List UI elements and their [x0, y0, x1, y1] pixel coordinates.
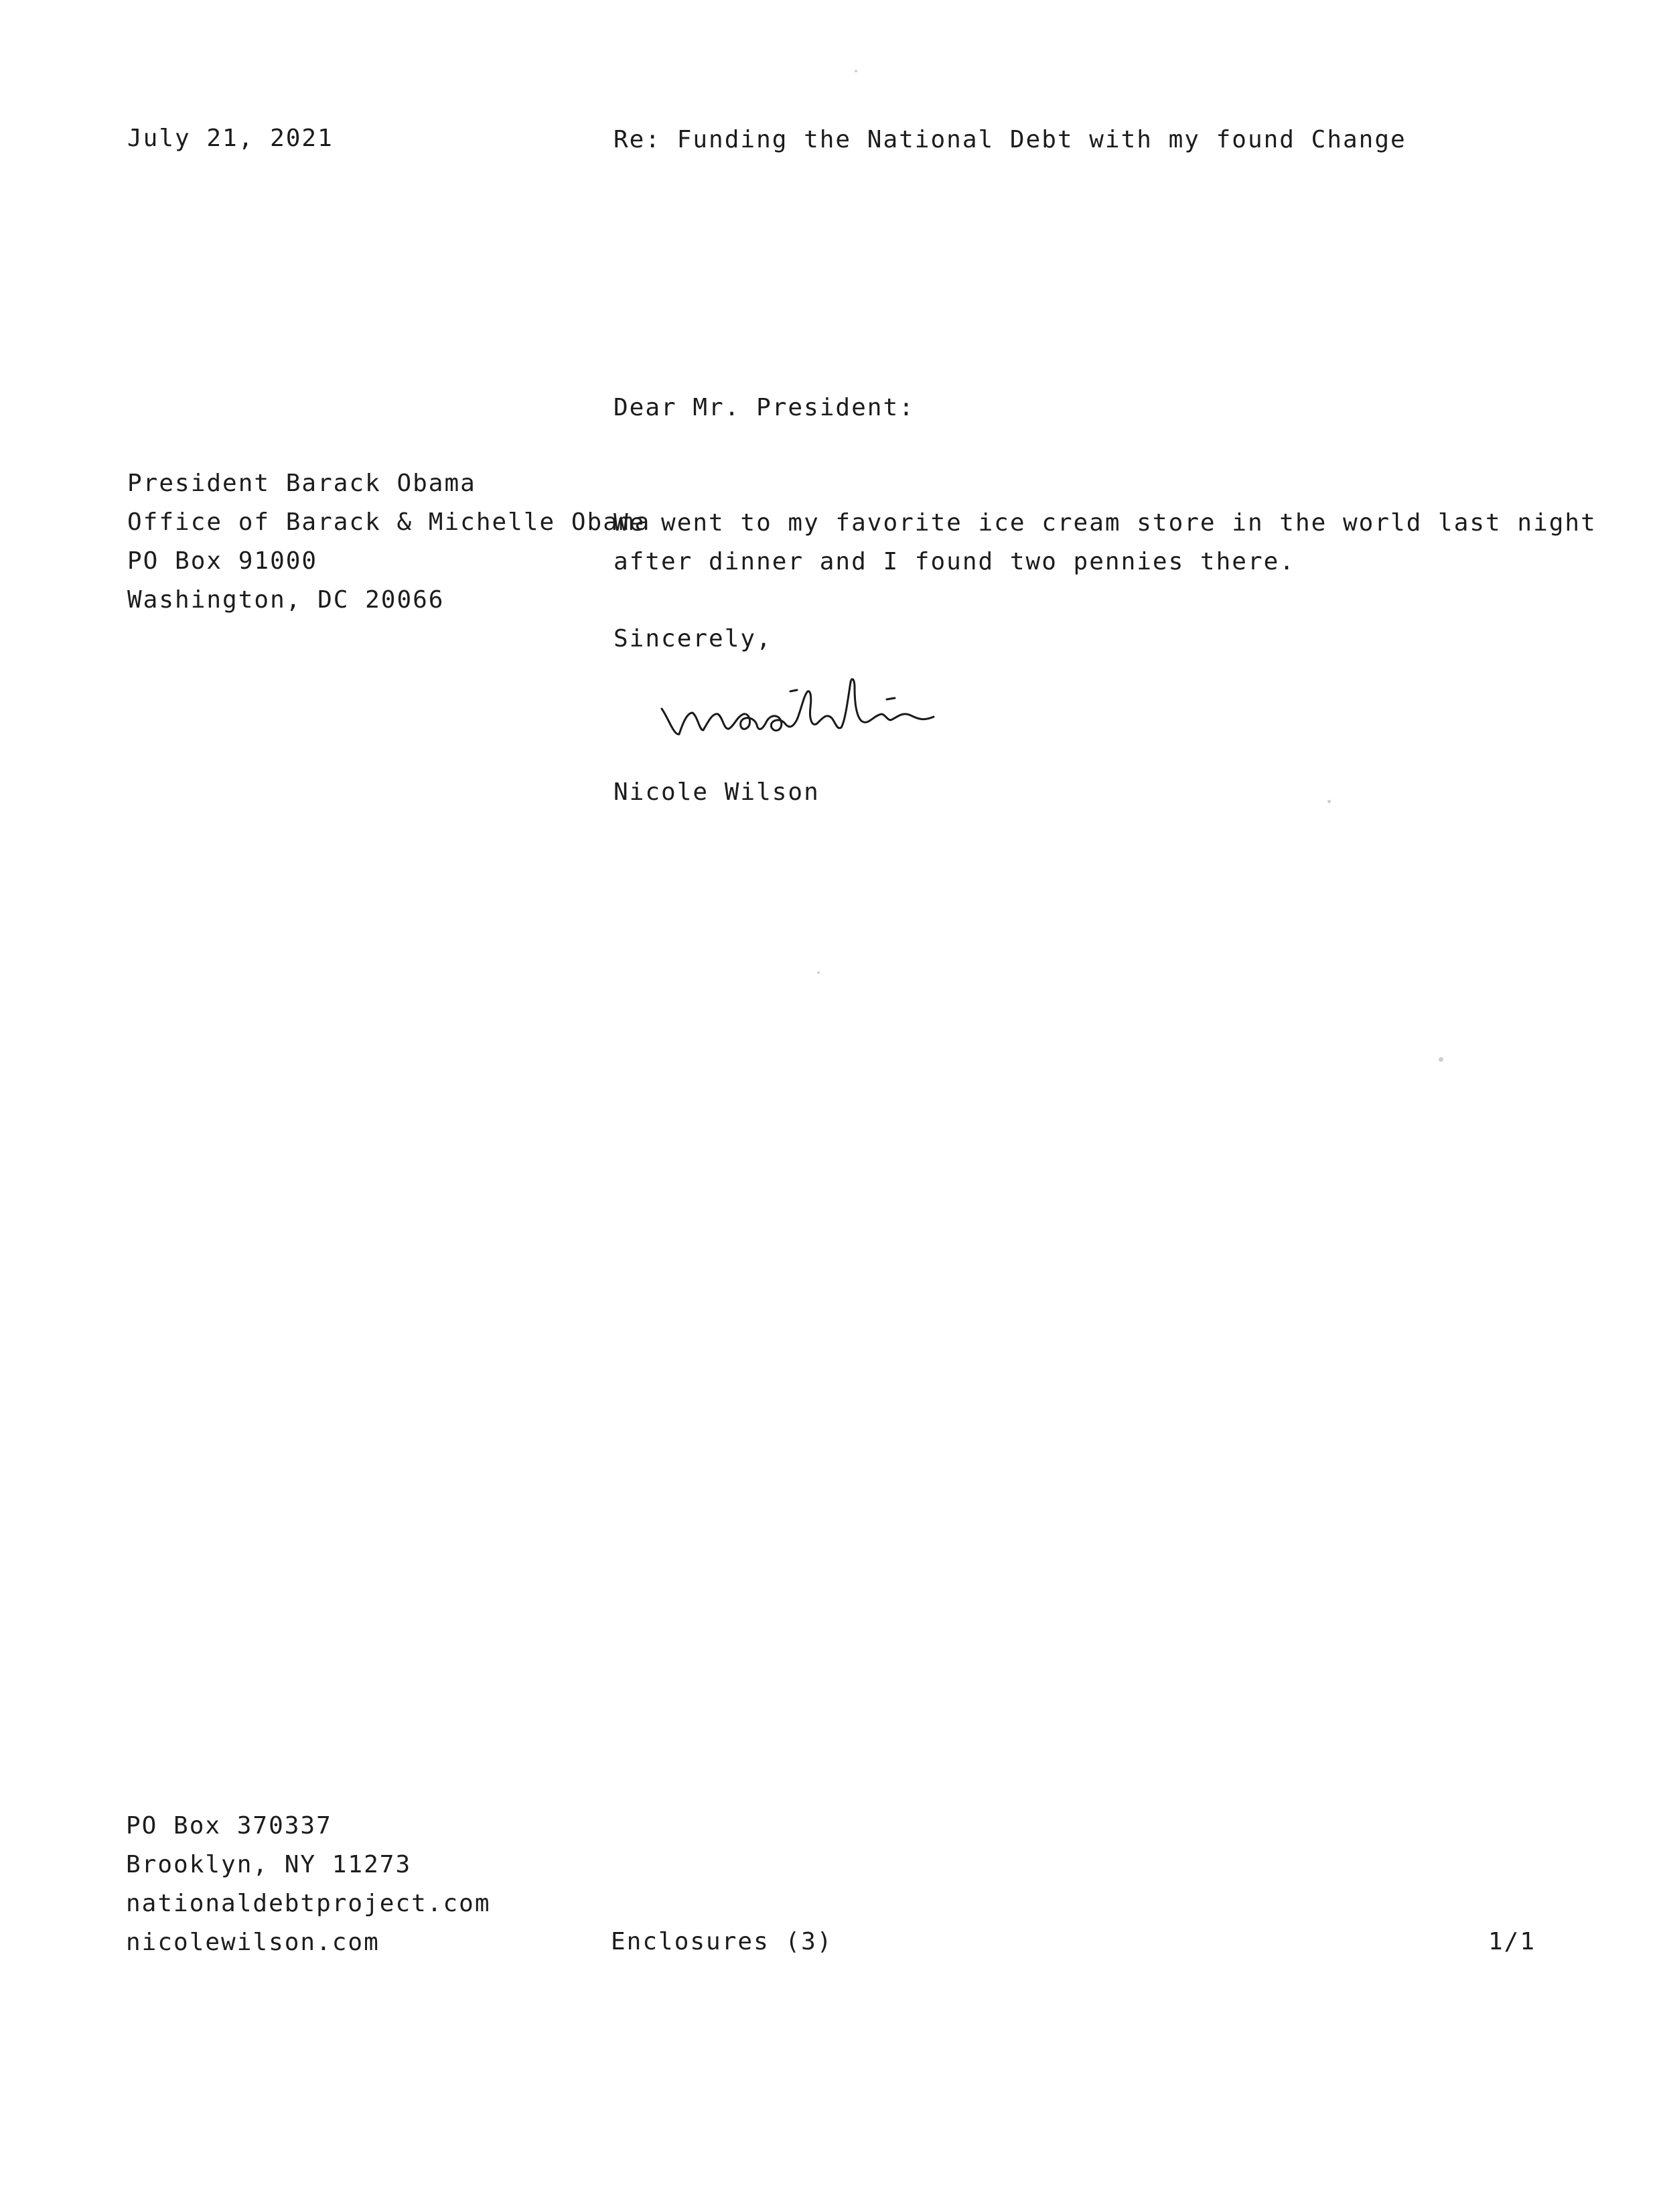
- closing-text: Sincerely,: [613, 625, 772, 652]
- date-text: July 21, 2021: [127, 125, 334, 152]
- body-line: We went to my favorite ice cream store in the world last night: [613, 509, 1597, 537]
- closing: [613, 620, 772, 659]
- paper-speck: [817, 971, 820, 974]
- recipient-line: PO Box 91000: [127, 547, 318, 575]
- sender-line: PO Box 370337: [126, 1812, 332, 1840]
- letter-date: [127, 119, 334, 158]
- handwritten-signature: [656, 656, 1005, 764]
- recipient-address: [127, 464, 650, 620]
- enclosures-note: [611, 1923, 833, 1961]
- body-line: after dinner and I found two pennies there.: [613, 548, 1295, 575]
- recipient-line: President Barack Obama: [127, 470, 476, 497]
- paper-speck: [1439, 1057, 1443, 1062]
- sender-line: nicolewilson.com: [126, 1929, 380, 1956]
- recipient-line: Office of Barack & Michelle Obama: [127, 508, 651, 536]
- enclosures-text: Enclosures (3): [611, 1928, 833, 1955]
- signer-text: Nicole Wilson: [613, 778, 820, 806]
- subject-text: Re: Funding the National Debt with my found Change: [613, 126, 1406, 153]
- sender-address: [126, 1807, 491, 1962]
- recipient-line: Washington, DC 20066: [127, 586, 445, 614]
- salutation-text: Dear Mr. President:: [613, 394, 915, 421]
- subject-line: [613, 121, 1406, 159]
- page-number-text: 1/1: [1488, 1928, 1536, 1955]
- page-number: [1488, 1923, 1536, 1961]
- letter-body: [613, 504, 1597, 581]
- paper-speck: [1327, 800, 1331, 803]
- signer-name: [613, 773, 820, 812]
- paper-speck: [855, 70, 857, 72]
- sender-line: nationaldebtproject.com: [126, 1890, 491, 1917]
- salutation: [613, 389, 915, 427]
- sender-line: Brooklyn, NY 11273: [126, 1851, 412, 1878]
